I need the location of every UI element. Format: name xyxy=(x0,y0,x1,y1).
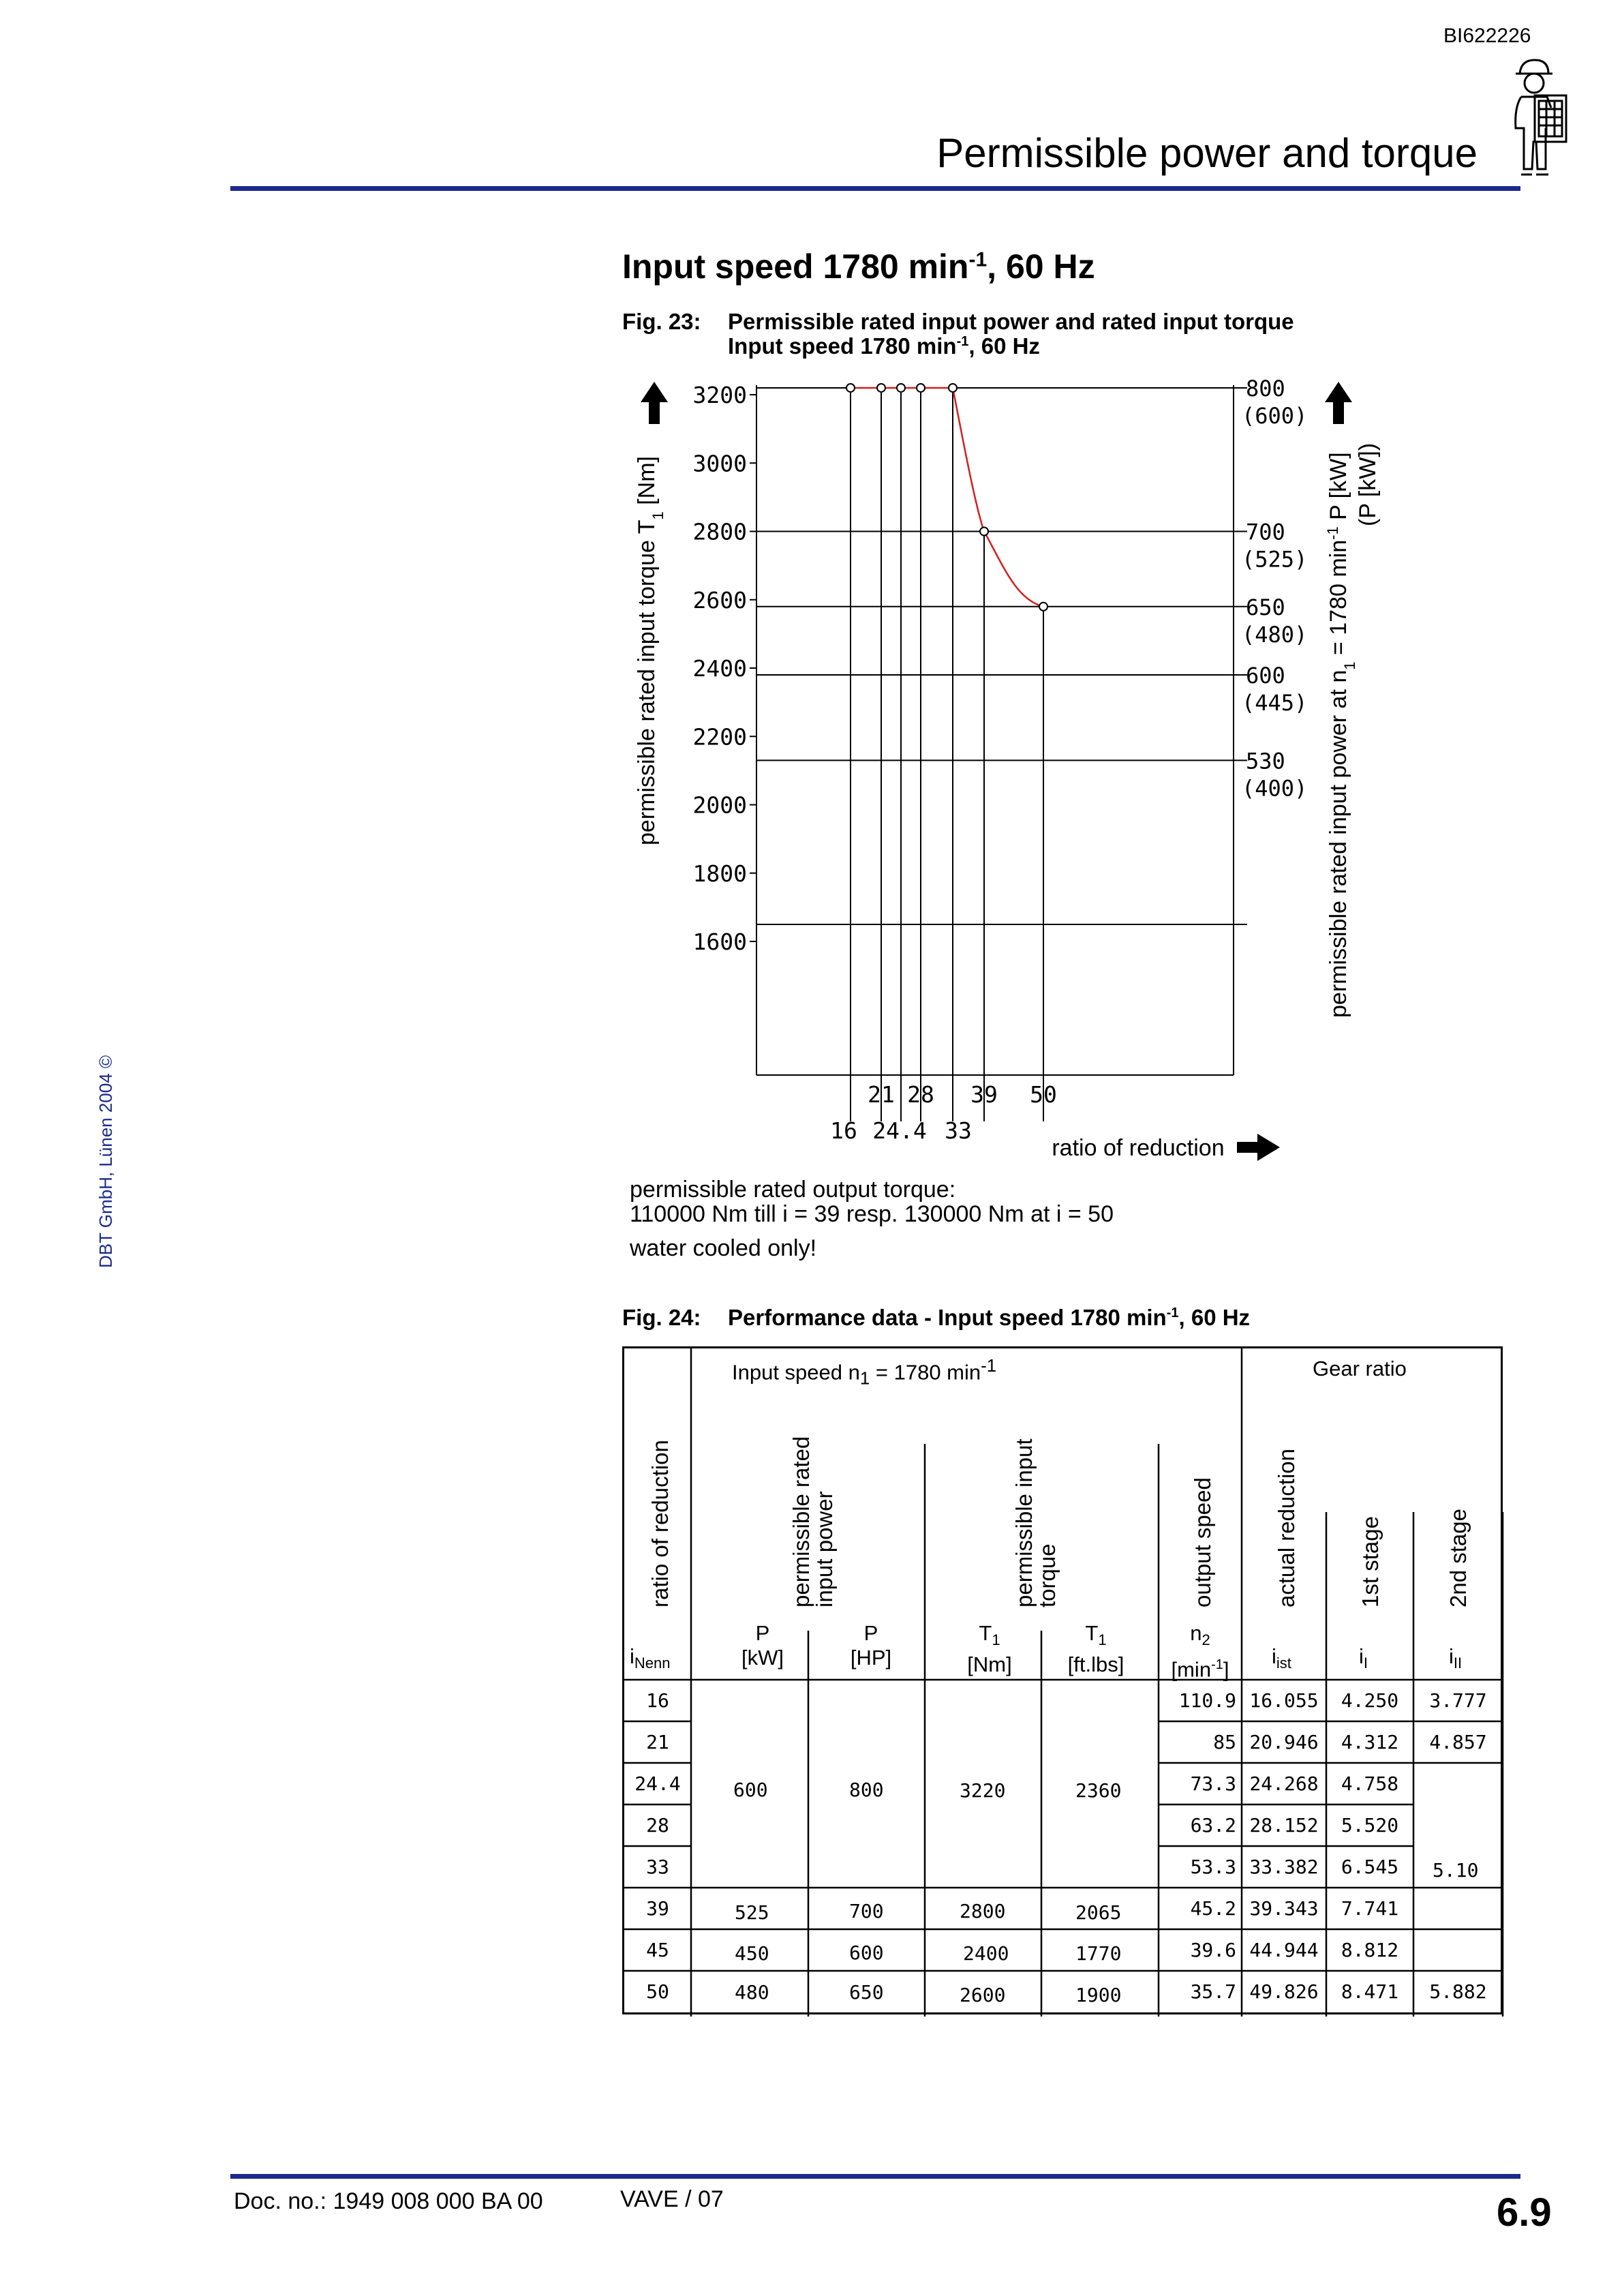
x-tick-label-upper: 21 xyxy=(868,1081,895,1108)
col-actual-header: actual reduction xyxy=(1274,1449,1299,1607)
right-power-label-paren: (480) xyxy=(1242,621,1308,648)
group-gear-ratio: Gear ratio xyxy=(1313,1357,1407,1380)
group-input-sup: -1 xyxy=(981,1357,997,1376)
row45-pkw: 450 xyxy=(735,1942,769,1965)
row50-php: 650 xyxy=(849,1981,884,2004)
cell-n2: 110.9 xyxy=(1178,1689,1236,1712)
fig23-title-line2-sup: -1 xyxy=(956,334,969,349)
y-tick-label: 2000 xyxy=(692,791,747,819)
y-axis-label-right: permissible rated input power at $n_1 = 1780$ $\min^{-1} P$ [kW] xyxy=(1323,452,1358,1018)
footer-rule xyxy=(230,2174,1520,2179)
right-power-label-paren: (445) xyxy=(1242,690,1308,716)
row39-tnm: 2800 xyxy=(960,1900,1006,1922)
cell-inenn: 21 xyxy=(646,1731,669,1753)
cell-i2: 5.882 xyxy=(1429,1980,1487,2003)
cell-i1: 8.471 xyxy=(1341,1980,1399,2003)
data-point xyxy=(1039,603,1047,611)
row45-tnm: 2400 xyxy=(963,1942,1009,1965)
row50-tnm: 2600 xyxy=(960,1984,1006,2006)
row45-tft: 1770 xyxy=(1075,1942,1122,1965)
sym-pkw: P [kW] xyxy=(741,1621,784,1670)
x-tick-label-upper: 39 xyxy=(970,1081,998,1108)
cell-inenn: 50 xyxy=(646,1980,669,2003)
group-input-speed xyxy=(732,1357,996,1389)
fig24-title-sup: -1 xyxy=(1166,1305,1179,1320)
col-torque-header: permissible input torque xyxy=(1011,1438,1060,1607)
merged-pkw-600: 600 xyxy=(733,1779,768,1801)
page-title: Permissible power and torque xyxy=(936,130,1478,176)
y-tick-label: 2200 xyxy=(692,723,747,751)
cell-i2: 3.777 xyxy=(1429,1689,1487,1712)
cell-n2: 53.3 xyxy=(1190,1856,1236,1878)
row39-php: 700 xyxy=(849,1900,884,1922)
section-heading-main: Input speed 1780 min xyxy=(622,247,969,286)
y-tick-label: 3200 xyxy=(692,382,747,408)
cell-i1: 4.250 xyxy=(1341,1689,1399,1712)
col-power-header: permissible rated input power xyxy=(789,1436,837,1607)
chart-notes xyxy=(630,1177,1114,1260)
right-power-label-paren: (525) xyxy=(1242,546,1308,573)
note-line3: water cooled only! xyxy=(630,1235,817,1261)
y-axis-label: permissible rated input torque $T_1$ [Nm] xyxy=(634,456,667,845)
row39-pkw: 525 xyxy=(735,1901,769,1924)
cell-inenn: 39 xyxy=(646,1897,669,1920)
y-axis-label-right-paren: (P [kW]) xyxy=(1355,442,1381,526)
y-tick-label: 3000 xyxy=(692,450,747,477)
section-heading xyxy=(622,247,1095,286)
document-id: BI622226 xyxy=(1443,25,1531,47)
row39-tft: 2065 xyxy=(1075,1901,1122,1924)
cell-inenn: 33 xyxy=(646,1856,669,1878)
merged-i2-510: 5.10 xyxy=(1433,1859,1479,1882)
cell-iist: 24.268 xyxy=(1249,1772,1319,1795)
fig23-label: Fig. 23: xyxy=(622,309,701,334)
x-tick-label-lower: 24.4 xyxy=(872,1117,927,1144)
cell-n2: 39.6 xyxy=(1190,1939,1236,1961)
cell-i2: 4.857 xyxy=(1429,1731,1487,1753)
col-output-header: output speed xyxy=(1190,1477,1215,1607)
cell-n2: 63.2 xyxy=(1190,1814,1236,1837)
group-input-sub: 1 xyxy=(859,1369,870,1389)
cell-n2: 45.2 xyxy=(1190,1897,1236,1920)
cell-iist: 44.944 xyxy=(1249,1939,1319,1961)
merged-tnm-3220: 3220 xyxy=(960,1779,1006,1802)
up-arrow-icon-left xyxy=(641,382,668,424)
note-line1: permissible rated output torque: xyxy=(630,1177,956,1203)
row45-php: 600 xyxy=(849,1942,884,1964)
cell-inenn: 16 xyxy=(646,1689,669,1712)
cell-inenn: 24.4 xyxy=(634,1772,681,1795)
section-heading-sup: -1 xyxy=(968,248,988,271)
y-tick-label: 1600 xyxy=(692,928,747,955)
fig23-title-line2-tail: , 60 Hz xyxy=(968,333,1040,359)
data-point xyxy=(846,384,855,392)
merged-tft-2360: 2360 xyxy=(1075,1779,1122,1802)
data-point xyxy=(917,384,925,392)
cell-n2: 85 xyxy=(1213,1731,1236,1753)
header-rule xyxy=(230,186,1520,191)
x-tick-label-lower: 16 xyxy=(830,1117,857,1144)
note-line2: 110000 Nm till i = 39 resp. 130000 Nm at i = 50 xyxy=(630,1201,1114,1227)
data-point xyxy=(877,384,885,392)
fig24-title-tail: , 60 Hz xyxy=(1178,1305,1251,1330)
cell-iist: 16.055 xyxy=(1249,1689,1319,1712)
torque-power-chart xyxy=(620,368,1424,1173)
sym-php: P [HP] xyxy=(850,1621,892,1670)
fig23-title-line2 xyxy=(728,333,1040,359)
x-tick-label-upper: 28 xyxy=(907,1081,934,1108)
sym-iist: $i_{ist}$ xyxy=(1272,1644,1291,1672)
right-power-label-paren: (600) xyxy=(1242,402,1308,429)
group-input-main: Input speed n xyxy=(732,1360,860,1385)
cell-inenn: 28 xyxy=(646,1814,669,1837)
fig23-title-line2-main: Input speed 1780 min xyxy=(728,333,957,359)
cell-i1: 7.741 xyxy=(1341,1897,1399,1920)
sym-tnm: $T_1$ [Nm] xyxy=(967,1621,1012,1677)
copyright-note: DBT GmbH, Lünen 2004 © xyxy=(95,1055,116,1268)
row50-pkw: 480 xyxy=(735,1981,769,2004)
right-power-label: 800 xyxy=(1246,375,1285,402)
y-tick-label: 1800 xyxy=(692,860,747,887)
col-stage1-header: 1st stage xyxy=(1358,1516,1383,1607)
data-point xyxy=(980,528,988,536)
sym-inenn: $i_{Nenn}$ xyxy=(630,1644,671,1672)
y-tick-label: 2400 xyxy=(692,655,747,682)
sym-iii: $i_{II}$ xyxy=(1449,1644,1463,1672)
cell-inenn: 45 xyxy=(646,1939,669,1961)
x-axis-label: ratio of reduction xyxy=(1052,1135,1225,1161)
y-tick-label: 2800 xyxy=(692,518,747,545)
fig23-title-line1: Permissible rated input power and rated input torque xyxy=(728,309,1294,334)
right-power-label: 700 xyxy=(1246,519,1285,545)
fig24-title-main: Performance data - Input speed 1780 min xyxy=(728,1305,1167,1330)
merged-php-800: 800 xyxy=(849,1779,884,1801)
section-heading-tail: , 60 Hz xyxy=(987,247,1095,286)
fig24-label: Fig. 24: xyxy=(622,1305,701,1330)
cell-i1: 8.812 xyxy=(1341,1939,1399,1961)
right-power-label: 530 xyxy=(1246,748,1285,774)
performance-table xyxy=(622,1346,1503,2014)
cell-iist: 28.152 xyxy=(1249,1814,1319,1837)
series-line xyxy=(851,388,1043,607)
footer-doc-number: Doc. no.: 1949 008 000 BA 00 xyxy=(234,2188,543,2214)
cell-iist: 20.946 xyxy=(1249,1731,1319,1753)
sym-tft: $T_1$ [ft.lbs] xyxy=(1067,1621,1124,1677)
cell-i1: 5.520 xyxy=(1341,1814,1399,1837)
right-arrow-icon xyxy=(1237,1134,1280,1161)
footer-version: VAVE / 07 xyxy=(620,2186,724,2212)
cell-iist: 33.382 xyxy=(1249,1856,1319,1878)
data-point xyxy=(949,384,957,392)
cell-n2: 73.3 xyxy=(1190,1772,1236,1795)
right-power-label: 600 xyxy=(1246,663,1285,689)
x-tick-label-lower: 33 xyxy=(945,1117,972,1144)
right-power-label-paren: (400) xyxy=(1242,775,1308,802)
cell-iist: 49.826 xyxy=(1249,1980,1319,2003)
worker-with-clipboard-icon xyxy=(1494,53,1570,183)
right-power-label: 650 xyxy=(1246,594,1285,620)
data-point xyxy=(897,384,905,392)
cell-i1: 6.545 xyxy=(1341,1856,1399,1878)
cell-iist: 39.343 xyxy=(1249,1897,1319,1920)
cell-i1: 4.758 xyxy=(1341,1772,1399,1795)
page-number: 6.9 xyxy=(1497,2190,1552,2235)
col-stage2-header: 2nd stage xyxy=(1445,1509,1471,1607)
group-input-tail: = 1780 min xyxy=(870,1360,981,1385)
sym-ii: $i_I$ xyxy=(1359,1644,1368,1672)
fig24-title xyxy=(728,1305,1250,1331)
cell-n2: 35.7 xyxy=(1190,1980,1236,2003)
up-arrow-icon-right xyxy=(1325,382,1352,424)
y-tick-label: 2600 xyxy=(692,586,747,614)
sym-n2: $n_2$ $[\min^{-1}]$ xyxy=(1171,1621,1229,1682)
cell-i1: 4.312 xyxy=(1341,1731,1399,1753)
col-ratio-header: ratio of reduction xyxy=(647,1440,673,1607)
x-tick-label-upper: 50 xyxy=(1030,1081,1057,1108)
row50-tft: 1900 xyxy=(1075,1984,1122,2006)
